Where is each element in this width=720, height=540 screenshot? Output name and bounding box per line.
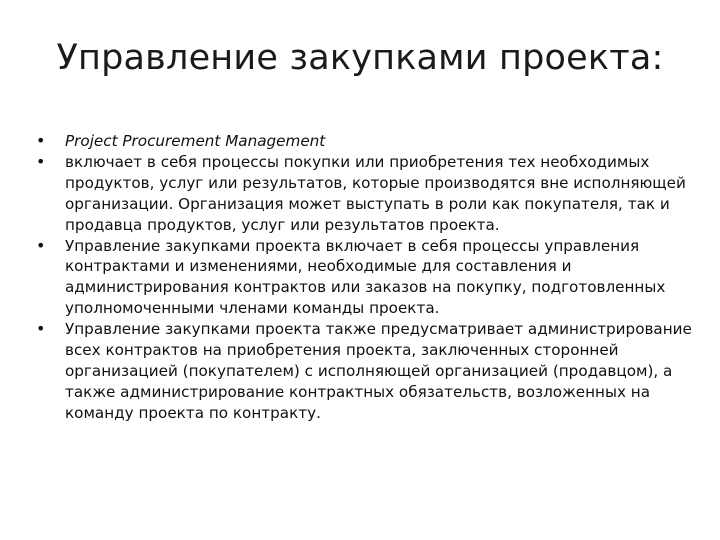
bullet-text: включает в себя процессы покупки или приобретения тех необходимых продуктов, услуг или результатов, которые производятся вне исполняющей организации. Организация может выступать в роли как покупателя, так и продавца продуктов, услуг или результатов проекта. bbox=[65, 152, 686, 234]
slide-title: Управление закупками проекта: bbox=[56, 38, 664, 78]
bullet-dot-icon: • bbox=[36, 131, 46, 150]
bullet-item bbox=[36, 152, 696, 236]
bullet-dot-icon: • bbox=[36, 151, 46, 171]
bullet-text: Управление закупками проекта также предусматривает администрирование всех контрактов на приобретения проекта, заключенных сторонней организацией (покупателем) с исполняющей организацией (продавцом), а также администрирование контрактных обязательств, возложенных на команду проекта по контракту. bbox=[65, 320, 692, 422]
bullet-item bbox=[36, 319, 696, 424]
bullet-dot-icon: • bbox=[36, 319, 46, 339]
bullet-item bbox=[36, 236, 696, 320]
bullet-text: Управление закупками проекта включает в себя процессы управления контрактами и изменениями, необходимые для составления и администрирования контрактов или заказов на покупку, подготовленных уполномоченными членами команды проекта. bbox=[65, 236, 666, 318]
bullet-dot-icon: • bbox=[36, 235, 46, 255]
bullet-item bbox=[36, 131, 696, 152]
bullet-list bbox=[36, 131, 696, 424]
bullet-text: Project Procurement Management bbox=[65, 132, 326, 150]
